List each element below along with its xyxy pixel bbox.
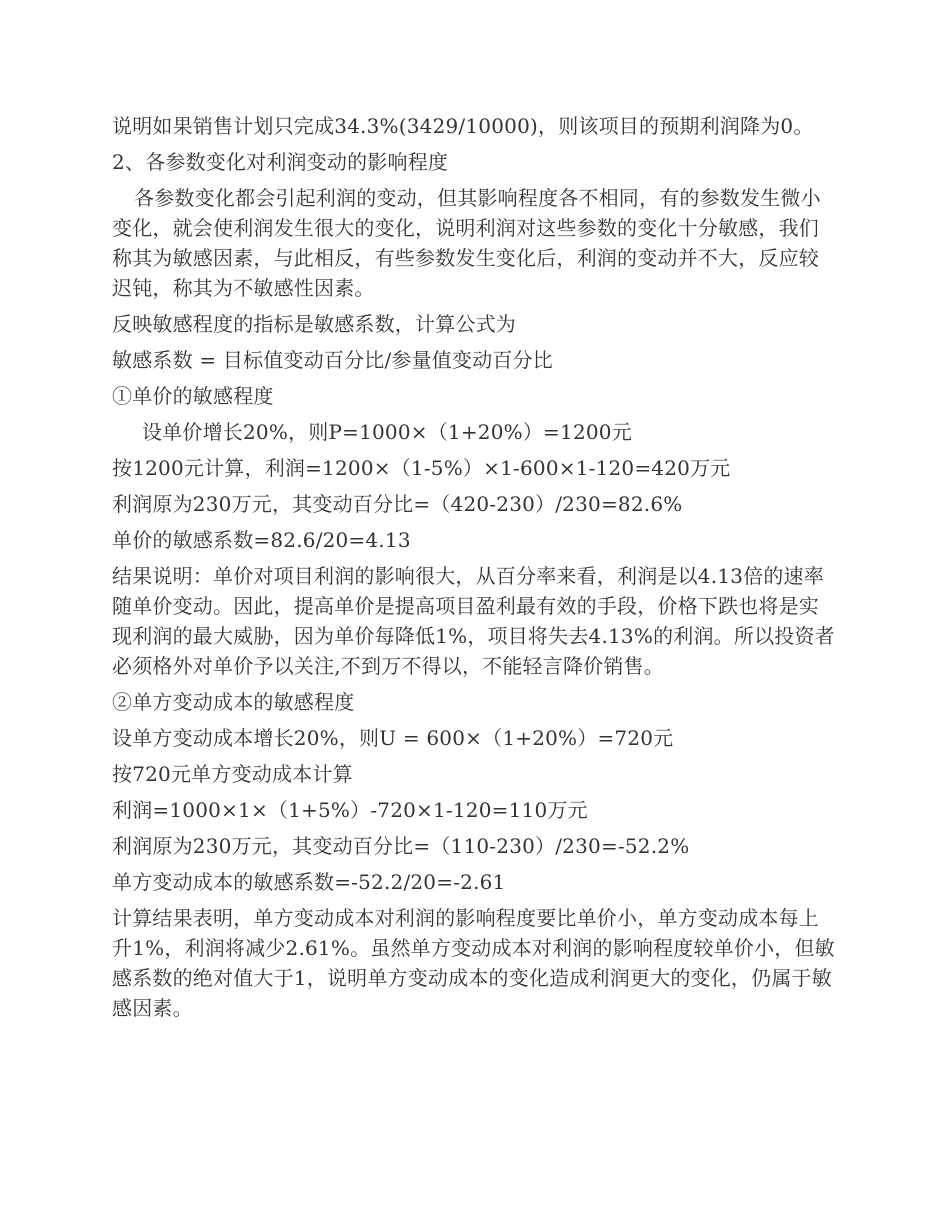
calc-unit-price-increase: 设单价增长20%，则P=1000×（1+20%）=1200元: [142, 420, 632, 444]
section-heading-parameter-impact: 2、各参数变化对利润变动的影响程度: [112, 150, 449, 174]
calc-profit-change-price: 利润原为230万元，其变动百分比=（420-230）/230=82.6%: [112, 492, 683, 516]
calc-price-coefficient: 单价的敏感系数=82.6/20=4.13: [112, 528, 411, 552]
calc-profit-change-cost: 利润原为230万元，其变动百分比=（110-230）/230=-52.2%: [112, 834, 690, 858]
subheading-variable-cost: ②单方变动成本的敏感程度: [112, 690, 355, 714]
subheading-unit-price: ①单价的敏感程度: [112, 384, 274, 408]
paragraph-sensitivity-intro: 各参数变化都会引起利润的变动，但其影响程度各不相同，有的参数发生微小变化，就会使利润发生很大的变化，说明利润对这些参数的变化十分敏感，我们称其为敏感因素，与此相反，有些参数发生变化后，利润的变动并不大，反应较迟钝，称其为不敏感性因素。: [112, 186, 821, 300]
paragraph-coefficient-definition: 反映敏感程度的指标是敏感系数，计算公式为: [112, 312, 516, 336]
paragraph-price-conclusion: 结果说明：单价对项目利润的影响很大，从百分率来看，利润是以4.13倍的速率随单价变动。因此，提高单价是提高项目盈利最有效的手段，价格下跌也将是实现利润的最大威胁，因为单价每降低1%，项目将失去4.13%的利润。所以投资者必须格外对单价予以关注,不到万不得以，不能轻言降价销售。: [112, 564, 835, 678]
calc-cost-coefficient: 单方变动成本的敏感系数=-52.2/20=-2.61: [112, 870, 506, 894]
paragraph-cost-conclusion: 计算结果表明，单方变动成本对利润的影响程度要比单价小，单方变动成本每上升1%，利润将减少2.61%。虽然单方变动成本对利润的影响程度较单价小，但敏感系数的绝对值大于1，说明单方变动成本的变化造成利润更大的变化，仍属于敏感因素。: [112, 906, 835, 1020]
formula-sensitivity-coefficient: 敏感系数 = 目标值变动百分比/参量值变动百分比: [112, 348, 554, 372]
calc-profit-at-1200: 按1200元计算，利润=1200×（1-5%）×1-600×1-120=420万元: [112, 456, 731, 480]
document-page: [112, 111, 838, 1023]
calc-variable-cost-increase: 设单方变动成本增长20%，则U = 600×（1+20%）=720元: [112, 726, 674, 750]
calc-basis-720: 按720元单方变动成本计算: [112, 762, 353, 786]
calc-profit-at-720: 利润=1000×1×（1+5%）-720×1-120=110万元: [112, 798, 588, 822]
paragraph-sales-plan: 说明如果销售计划只完成34.3%(3429/10000)，则该项目的预期利润降为0。: [112, 114, 814, 138]
